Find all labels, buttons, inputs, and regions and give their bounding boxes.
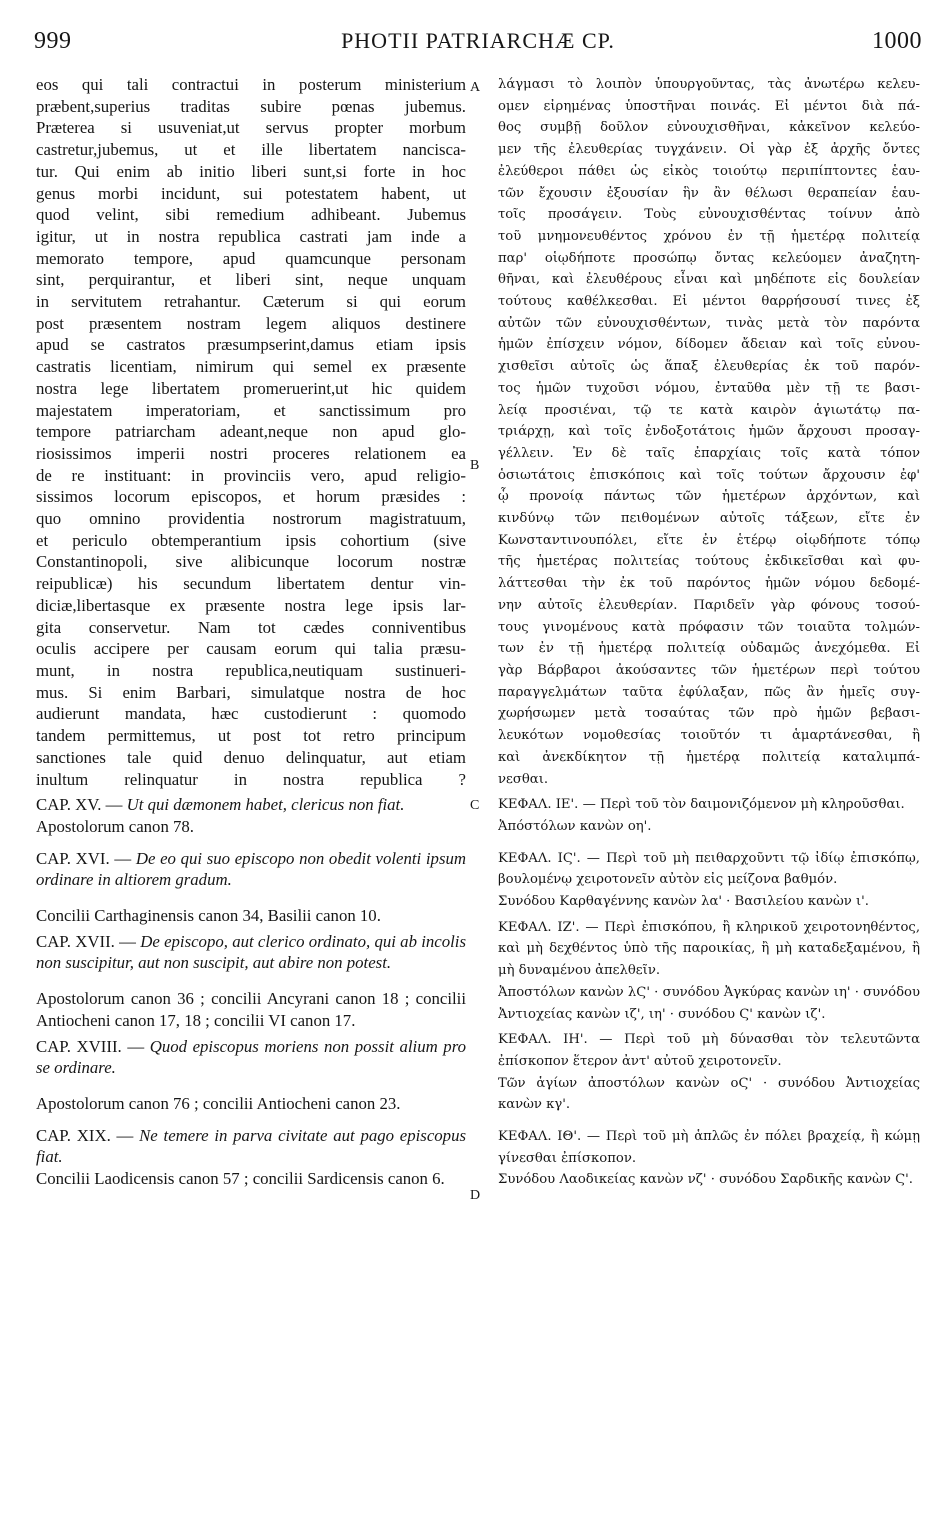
text-line: genus morbi incidunt, sui potestatem habent, ut: [36, 183, 466, 203]
text-line: audierunt mandata, hæc custodierunt : quomodo: [36, 704, 466, 724]
latin-chapter-16: [36, 848, 466, 891]
margin-letter-b: B: [470, 458, 480, 473]
text-line: tandem permittemus, ut post tot retro principum: [36, 726, 466, 746]
text-line: munt, in nostra republica,neutiquam sustinueri-: [36, 660, 466, 680]
text-line: των ἐν τῇ ἡμετέρᾳ πολιτείᾳ οὐδαμῶς ἀνεχόμεθα. Εἰ: [498, 641, 920, 657]
latin-chapter-19: [36, 1125, 466, 1168]
text-line: τοῦ μνημονευθέντος χρόνου ἐν τῇ ἡμετέρᾳ πολιτείᾳ: [498, 228, 920, 244]
latin-canon-reference-16: Concilii Carthaginensis canon 34, Basilii canon 10.: [36, 906, 381, 926]
text-line: in servitutem retrahantur. Cæterum si qui eorum: [36, 292, 466, 312]
text-line: inultum relinquatur in nostra republica ?: [36, 769, 466, 789]
text-line: παραγγελμάτων ταῦτα ἐφύλαξαν, πῶς ἂν ἡμεῖς συγ-: [498, 684, 920, 700]
text-line: quo omnino providentia nostrorum magistratuum,: [36, 509, 466, 529]
text-line: νην αὐτοῖς ἐλευθερίαν. Παριδεῖν γὰρ φόνους τοσού-: [498, 597, 920, 613]
text-line: παρ' οἱῳδήποτε προσώπῳ ὄντας κελεύομεν ἀναζητη-: [498, 250, 920, 266]
text-line: γέλλειν. Ἐν δὲ ταῖς ἐπαρχίαις τοῖς κατὰ τόπον: [498, 445, 920, 461]
text-line: καὶ ἀνεκδίκητον τῇ ἡμετέρᾳ πολιτείᾳ καταλιμπά-: [498, 749, 920, 765]
text-line: gita conservetur. Nam tot cædes conniventibus: [36, 617, 466, 637]
chapter-number: CAP. XVII. —: [36, 931, 141, 951]
latin-main-text: [36, 74, 466, 790]
text-line: ἡμῶν ἐπίσχειν νόμον, δίδομεν ἄδειαν καὶ τοῖς εὐνου-: [498, 337, 920, 353]
text-line: τούτους καθέλκεσθαι. Εἰ μέντοι θαρρήσουσί τινες ἐξ: [498, 294, 920, 310]
text-line: λάγμασι τὸ λοιπὸν ὑπουργοῦντας, τὰς ἀνωτέρω κελευ-: [498, 77, 920, 92]
page-number-right: 1000: [872, 28, 922, 54]
chapter-number: ΚΕΦΑΛ. ΙϚ'. —: [498, 850, 607, 866]
text-line: sissimos locorum episcopos, et horum præsides :: [36, 487, 466, 507]
chapter-title: Quod episcopus moriens non possit alium pro se ordinare.: [36, 1036, 466, 1078]
text-line: τους γινομένους κατὰ πρόφασιν τῶν τοιαῦτα τολμών-: [498, 619, 920, 635]
text-line: ἐλεύθεροι πάθει ὡς εἰκὸς τοιούτῳ περιπίπτοντες ἑαυ-: [498, 163, 920, 179]
text-line: Præterea si usuveniat,ut servus propter morbum: [36, 118, 466, 138]
chapter-number: CAP. XV. —: [36, 795, 127, 815]
greek-chapter-19: [498, 1126, 920, 1169]
latin-canon-reference-18: Apostolorum canon 76 ; concilii Antiocheni canon 23.: [36, 1093, 401, 1113]
text-line: αὐτῶν τῶν εὐνουχισθέντων, τινὰς μετὰ τὸν παρόντα: [498, 315, 920, 331]
text-line: et periculo obtemperantium ipsis cohortium (sive: [36, 530, 466, 550]
text-line: θῆναι, καὶ ἐλευθέρους εἶναι καὶ μηδέποτε εἰς δουλείαν: [498, 272, 920, 288]
text-line: ομεν εἰρημένας ὑποστῆναι ποινάς. Εἰ μέντοι διὰ πά-: [498, 98, 920, 114]
latin-column: [36, 74, 466, 1494]
greek-chapter-18: [498, 1029, 920, 1072]
chapter-title: Περὶ τοῦ μὴ ἁπλῶς ἐν πόλει βραχείᾳ, ἢ κώμῃ γίνεσθαι ἐπίσκοπον.: [498, 1129, 920, 1166]
text-line: τῶν ἔχουσιν ἐξουσίαν ἣν ἂν θέλωσι θεραπείαν ἑαυ-: [498, 185, 920, 201]
margin-letter-c: C: [470, 798, 480, 813]
text-line: θος συμβῇ δοῦλον εὐνουχισθῆναι, κἀκεῖνον κελεύο-: [498, 120, 920, 136]
chapter-number: CAP. XVIII. —: [36, 1036, 150, 1056]
text-line: tur. Qui enim ab initio liberi sunt,si forte in hoc: [36, 161, 466, 181]
text-line: Constantinopoli, sive alibicunque locorum nostræ: [36, 552, 466, 572]
chapter-number: ΚΕΦΑΛ. ΙΗ'. —: [498, 1032, 625, 1048]
chapter-title: De eo qui suo episcopo non obedit volenti ipsum ordinare in altiorem gradum.: [36, 848, 466, 890]
text-line: μεν τῆς ἐλευθερίας τυγχάνειν. Οἱ γὰρ ἐξ ἀρχῆς ὄντες: [498, 142, 920, 158]
greek-canon-reference-15: Ἀπόστόλων κανὼν οη'.: [498, 818, 652, 834]
text-line: majestatem imperatoriam, et sanctissimum pro: [36, 400, 466, 420]
text-line: χισθεῖσι αὐτοῖς ὡς ἅπαξ ἐλευθερίας ἐκ τοῦ παρόν-: [498, 359, 920, 375]
latin-chapter-17: [36, 931, 466, 974]
text-line: castretur,jubemus, ut et ille libertatem nancisca-: [36, 140, 466, 160]
margin-letters: [466, 74, 496, 1494]
text-line: oculis accipere per causam eorum qui talia præsu-: [36, 639, 466, 659]
greek-chapter-16: [498, 848, 920, 891]
text-line: χωρήσωμεν μετὰ τοσαύτας τῶν πρὸ ἡμῶν βεβασι-: [498, 706, 920, 722]
chapter-title: Περὶ τοῦ μὴ πειθαρχοῦντι τῷ ἰδίῳ ἐπισκόπῳ, βουλομένῳ χειροτονεῖν αὐτὸν εἰς μείζονα βαθμόν.: [498, 850, 920, 888]
margin-letter-d: D: [470, 1188, 481, 1203]
greek-canon-reference-18: Τῶν ἁγίων ἀποστόλων κανὼν οϚ' · συνόδου Ἀντιοχείας κανὼν κγ'.: [498, 1075, 920, 1113]
greek-main-text: [498, 74, 920, 790]
text-line: Κωνσταντινουπόλει, εἴτε ἐν ἑτέρῳ οἱῳδήποτε τόπῳ: [498, 532, 920, 548]
chapter-title: Περὶ τοῦ τὸν δαιμονιζόμενον μὴ κληροῦσθαι.: [599, 797, 905, 813]
chapter-title: Περὶ ἐπισκόπου, ἢ κληρικοῦ χειροτονηθέντος, καὶ μὴ δεχθέντος ὑπὸ τῆς παροικίας, ἢ μὴ καταδεξαμένου, ἢ μὴ δυναμένου ἀπελθεῖν.: [498, 919, 920, 979]
text-line: de re instituant: in provinciis vero, apud religio-: [36, 465, 466, 485]
chapter-title: Ut qui dæmonem habet, clericus non fiat.: [126, 795, 405, 815]
text-line: ᾧ προνοίᾳ πάντως τῶν ἡμετέρων ἀρχόντων, καὶ: [498, 489, 920, 505]
text-line: κινδύνῳ τῶν πειθομένων αὐτοῖς τάξεων, εἴτε ἐν: [498, 511, 920, 527]
text-line: post præsentem nostram legem aliquos destinere: [36, 313, 466, 333]
text-line: quod velint, sibi remedium adhibeant. Jubemus: [36, 205, 466, 225]
chapter-title: De episcopo, aut clerico ordinato, qui ab incolis non suscipitur, aut non suscipit, aut abire non potest.: [36, 931, 466, 973]
text-line: τοῖς προσάγειν. Τοὺς εὐνουχισθέντας τοίνυν ἀπὸ: [498, 207, 920, 223]
text-line: castratis licentiam, nimirum qui semel ex præsente: [36, 357, 466, 377]
text-line: memorato tempore, apud quamcunque personam: [36, 248, 466, 268]
latin-chapter-18: [36, 1036, 466, 1079]
greek-canon-reference-19: Συνόδου Λαοδικείας κανὼν νζ' · συνόδου Σαρδικῆς κανὼν Ϛ'.: [498, 1172, 913, 1188]
text-line: sint, perquirantur, et liberi sint, neque unquam: [36, 270, 466, 290]
text-line: diciæ,libertasque ex præsente nostra lege ipsis lar-: [36, 595, 466, 615]
chapter-number: ΚΕΦΑΛ. ΙΕ'. —: [498, 797, 600, 813]
text-line: λευκότων νομοθεσίας τοιοῦτόν τι ἁμαρτάνεσθαι, ἢ: [498, 728, 920, 744]
text-line: nostra lege libertatem promeruerint,ut hic quidem: [36, 378, 466, 398]
text-line: λείᾳ προσιέναι, τῷ τε κατὰ καιρὸν ἁγιωτάτῳ πα-: [498, 402, 920, 418]
chapter-number: ΚΕΦΑΛ. ΙΘ'. —: [498, 1129, 606, 1145]
text-line: ὁσιωτάτοις ἐπισκόποις καὶ τοῖς τούτων ἄρχουσιν ἐφ': [498, 467, 920, 483]
chapter-number: CAP. XVI. —: [36, 848, 136, 868]
chapter-title: Ne temere in parva civitate aut pago episcopus fiat.: [36, 1125, 466, 1167]
text-line: reipublicæ) his secundum libertatem dentur vin-: [36, 574, 466, 594]
chapter-title: Περὶ τοῦ μὴ δύνασθαι τὸν τελευτῶντα ἐπίσκοπον ἕτερον ἀντ' αὐτοῦ χειροτονεῖν.: [498, 1032, 920, 1069]
text-line: λάττεσθαι τὴν ἐκ τοῦ παρόντος ἡμῶν νόμου δεδομέ-: [498, 576, 920, 592]
text-line: τριάρχῃ, καὶ τοῖς ἐνδοξοτάτοις ἡμῶν ἄρχουσι προσαγ-: [498, 424, 920, 440]
margin-letter-a: A: [470, 80, 481, 95]
text-line: γὰρ Βάρβαροι ἀκούσαντες τῶν ἡμετέρων περὶ τούτου: [498, 662, 920, 678]
text-line: eos qui tali contractui in posterum ministerium: [36, 75, 466, 94]
greek-canon-reference-16: Συνόδου Καρθαγέννης κανὼν λα' · Βασιλείου κανὼν ι'.: [498, 894, 869, 910]
text-line: τῆς ἡμετέρας πολιτείας τούτους ἐκδικεῖσθαι καὶ φυ-: [498, 554, 920, 570]
latin-canon-reference-19: Concilii Laodicensis canon 57 ; concilii Sardicensis canon 6.: [36, 1169, 445, 1189]
chapter-number: ΚΕΦΑΛ. ΙΖ'. —: [498, 919, 605, 935]
text-line: apud se castratos præsumpserint,damus etiam ipsis: [36, 335, 466, 355]
chapter-number: CAP. XIX. —: [36, 1125, 140, 1145]
text-line: riosissimos imperii nostri proceres relationem ea: [36, 443, 466, 463]
greek-canon-reference-17: Ἀποστόλων κανὼν λϚ' · συνόδου Ἀγκύρας κανὼν ιη' · συνόδου Ἀντιοχείας κανὼν ιζ', ιη' · συνόδου Ϛ' κανὼν ιζ'.: [498, 984, 920, 1022]
text-line: igitur, ut in nostra republica castrati jam inde a: [36, 226, 466, 246]
page-number-left: 999: [34, 28, 72, 54]
text-line: τος ἡμῶν τυχοῦσι νόμου, ἐνταῦθα μὲν τῇ τε βασι-: [498, 380, 920, 396]
text-line: νεσθαι.: [498, 771, 549, 787]
greek-chapter-15: [498, 794, 920, 816]
greek-chapter-17: [498, 917, 920, 982]
text-line: tempore patriarcham adeant,neque non apud glo-: [36, 422, 466, 442]
running-title: PHOTII PATRIARCHÆ CP.: [341, 28, 615, 53]
latin-canon-reference-17: Apostolorum canon 36 ; concilii Ancyrani canon 18 ; concilii Antiocheni canon 17, 18 ; concilii VI canon 17.: [36, 989, 466, 1030]
text-line: præbent,superius traditas subire pœnas jubemus.: [36, 96, 466, 116]
greek-column: [498, 74, 920, 1494]
latin-canon-reference-15: Apostolorum canon 78.: [36, 816, 195, 836]
text-line: mus. Si enim Barbari, simulatque nostra de hoc: [36, 682, 466, 702]
text-line: sanctiones tale quid denuo delinquatur, aut etiam: [36, 747, 466, 767]
latin-chapter-15: [36, 794, 466, 816]
page-header: [34, 28, 922, 60]
